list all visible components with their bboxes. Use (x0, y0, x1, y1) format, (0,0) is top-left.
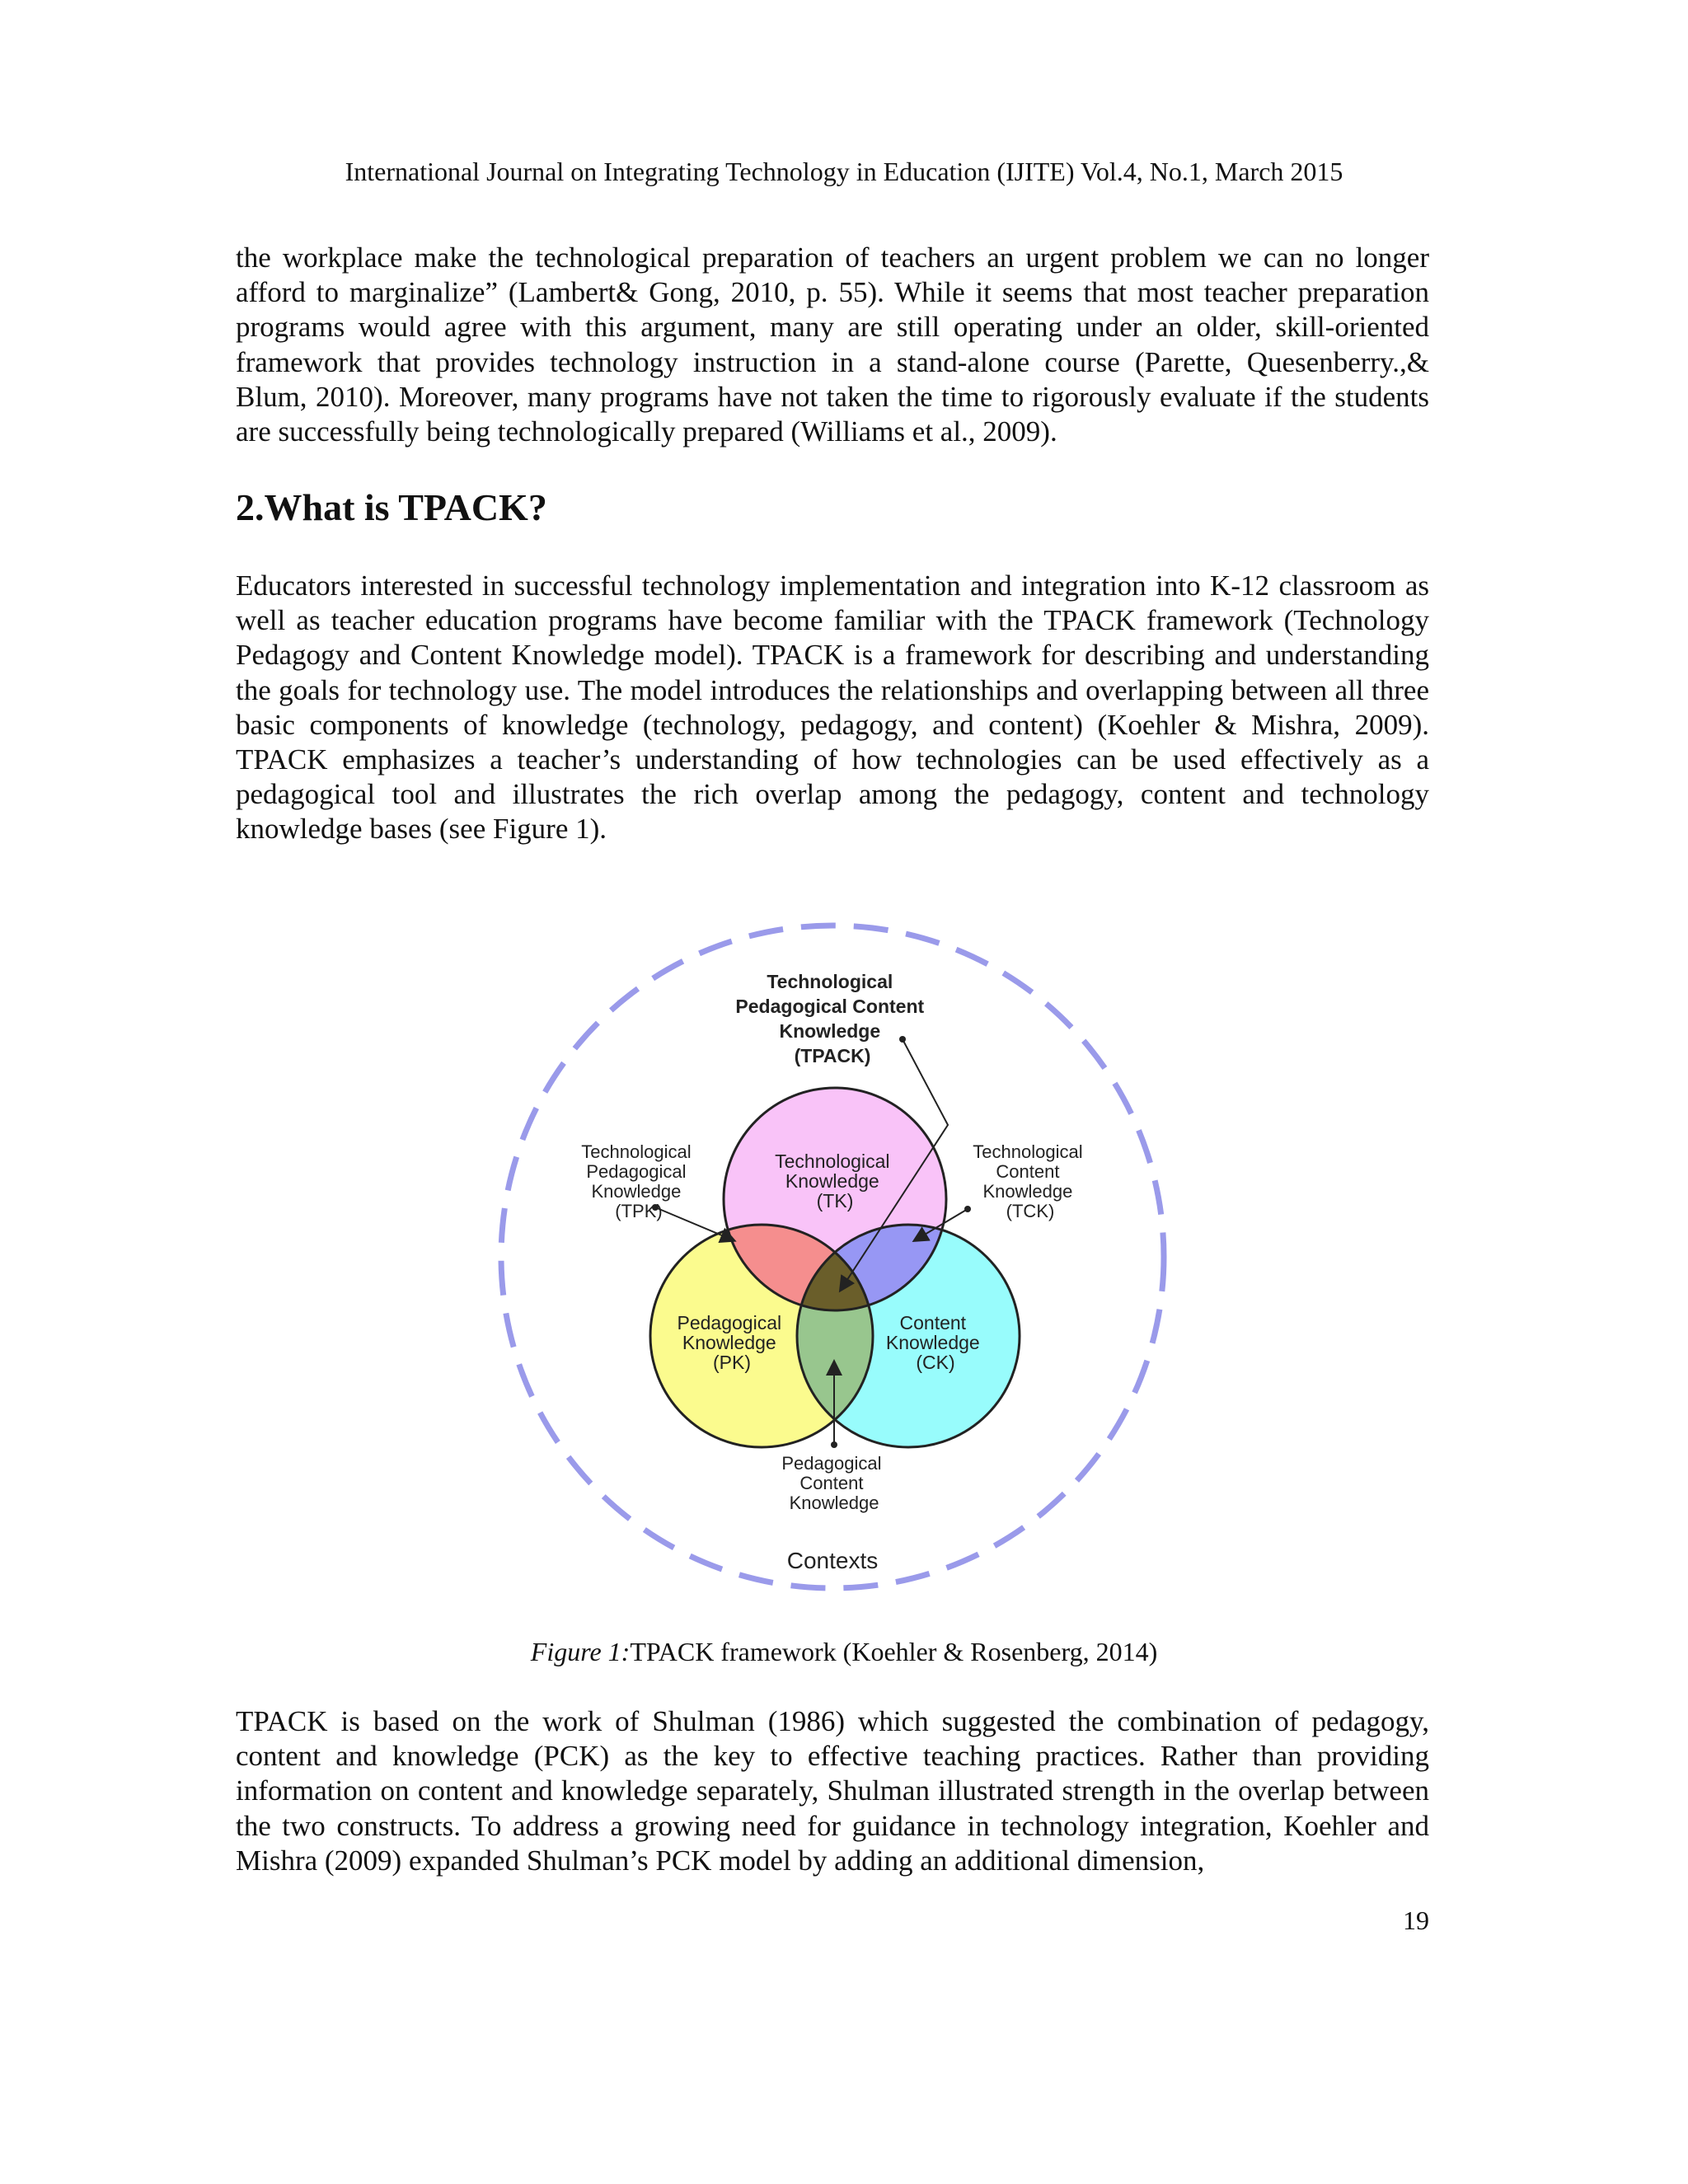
tpack-venn-diagram (486, 911, 1179, 1611)
tck-label: Technological Content Knowledge (TCK) (973, 1141, 1083, 1221)
closing-paragraph: TPACK is based on the work of Shulman (1986) which suggested the combination of pedagogy, content and knowledge (PCK) as the key to effective teaching practices. Rather than providing information on content and knowledge separately, Shulman illustrated strength in the overlap between the two constructs. To address a growing need for guidance in technology integration, Koehler and Mishra (2009) expanded Shulman’s PCK model by adding an additional dimension, (236, 1705, 1429, 1877)
running-header: International Journal on Integrating Technology in Education (IJITE) Vol.4, No.1, March 2015 (345, 157, 1343, 186)
tk-label: Technological Knowledge (TK) (775, 1151, 890, 1212)
page-number: 19 (1403, 1905, 1429, 1935)
pk-label: Pedagogical Knowledge (PK) (677, 1312, 782, 1373)
figure-caption-prefix: Figure 1: (530, 1637, 631, 1666)
figure-caption (0, 1635, 1688, 1668)
figure-caption-text: TPACK framework (Koehler & Rosenberg, 2014) (630, 1637, 1158, 1666)
contexts-label: Contexts (786, 1548, 879, 1573)
pck-label: Pedagogical Content Knowledge (781, 1453, 882, 1513)
tpack-label: Technological Pedagogical Content Knowledge (TPACK) (735, 971, 925, 1066)
section-paragraph: Educators interested in successful technology implementation and integration into K-12 classroom as well as teacher education programs have become familiar with the TPACK framework (Technology Pedagogy and Content Knowledge model). TPACK is a framework for describing and understanding the goals for technology use. The model introduces the relationships and overlapping between all three basic components of knowledge (technology, pedagogy, and content) (Koehler & Mishra, 2009). TPACK emphasizes a teacher’s understanding of how technologies can be used effectively as a pedagogical tool and illustrates the rich overlap among the pedagogy, content and technology knowledge bases (see Figure 1). (236, 569, 1429, 846)
section-heading: 2.What is TPACK? (236, 486, 547, 528)
intro-paragraph: the workplace make the technological preparation of teachers an urgent problem we can no longer afford to marginalize” (Lambert& Gong, 2010, p. 55). While it seems that most teacher preparation programs would agree with this argument, many are still operating under an older, skill-oriented framework that provides technology instruction in a stand-alone course (Parette, Quesenberry.,& Blum, 2010). Moreover, many programs have not taken the time to rigorously evaluate if the students are successfully being technologically prepared (Williams et al., 2009). (236, 241, 1429, 448)
tpk-label: Technological Pedagogical Knowledge (TPK) (581, 1141, 692, 1221)
ck-label: Content Knowledge (CK) (885, 1312, 980, 1373)
